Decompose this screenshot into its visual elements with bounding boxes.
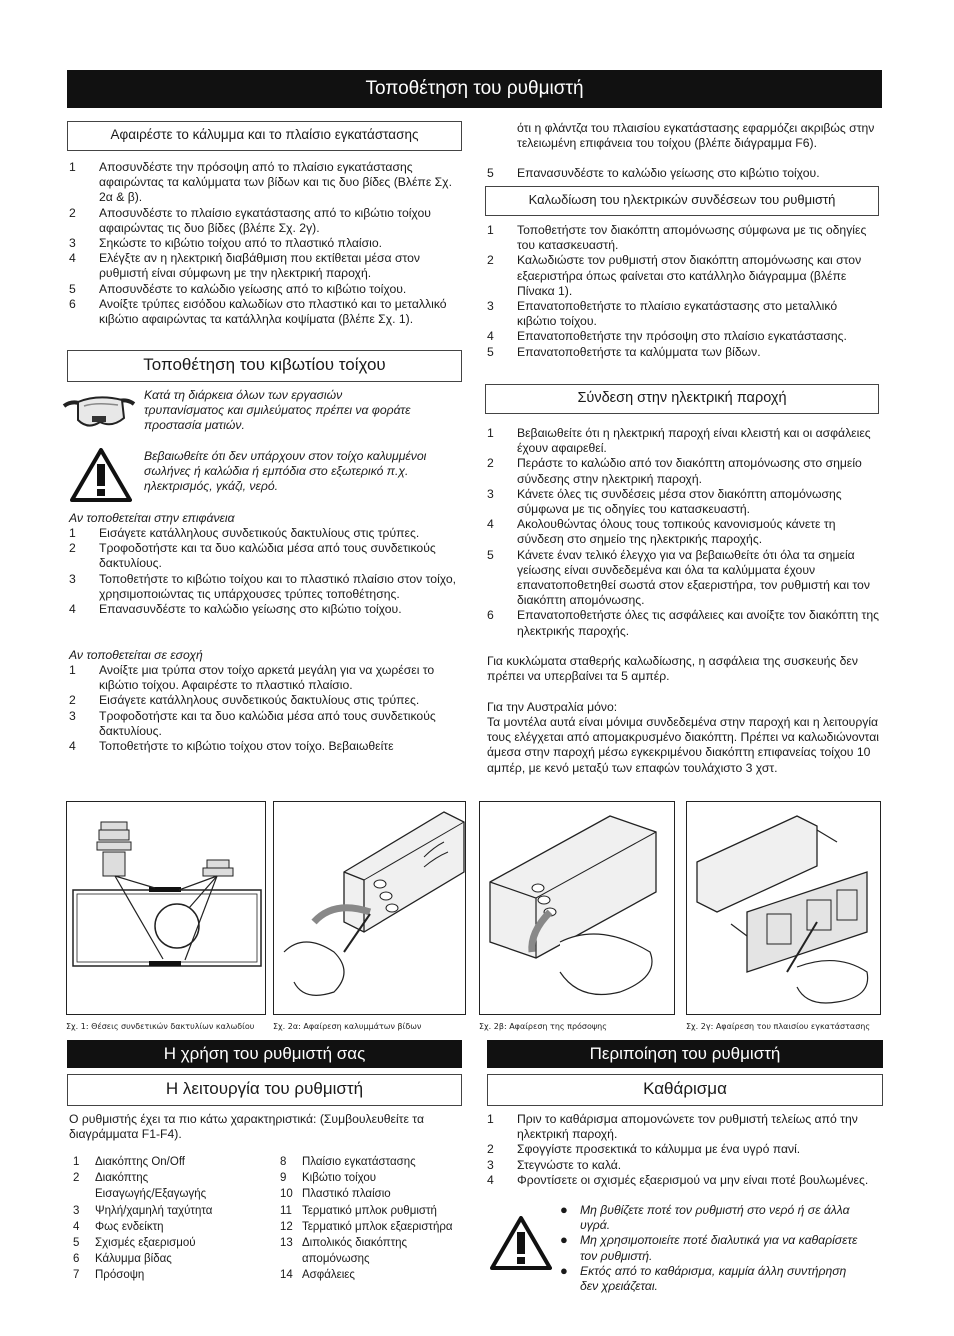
wiring-heading: [485, 186, 879, 216]
part-label: Διακόπτης On/Off: [95, 1156, 186, 1168]
part-label: Τερματικό μπλοκ εξαεριστήρα: [302, 1220, 453, 1233]
step-number: 4: [487, 329, 494, 344]
supply-steps-list: [487, 426, 879, 639]
part-number: 4: [73, 1220, 80, 1233]
part-item: [276, 1154, 466, 1170]
operation-heading: [67, 1074, 462, 1106]
wallbox-heading: [67, 350, 462, 382]
step-number: 2: [487, 1142, 494, 1157]
part-number: 10: [280, 1188, 293, 1201]
part-label: Ψηλή/χαμηλή ταχύτητα: [95, 1204, 213, 1217]
cleaning-steps-list: [487, 1112, 879, 1188]
part-label: Διπολικός διακόπτης: [302, 1237, 408, 1250]
step-text: Επανασυνδέστε το καλώδιο γείωσης στο κιβώτιο τοίχου.: [99, 602, 402, 617]
recess-mount-label: Αν τοποθετείται σε εσοχή: [69, 648, 203, 662]
step-number: 4: [69, 251, 76, 266]
step-text: Τοποθετήστε τον διακόπτη απομόνωσης σύμφωνα με τις οδηγίες του κατασκευαστή.: [517, 223, 867, 253]
step-number: 1: [487, 223, 494, 237]
part-number: [69, 1186, 95, 1202]
part-item: [276, 1235, 466, 1251]
step-item: [487, 548, 879, 609]
step-text: Εισάγετε κατάλληλους συνδετικούς δακτυλίους στις τρύπες.: [99, 526, 420, 540]
parts-list-col1: [69, 1154, 269, 1284]
step-text: Αποσυνδέστε το καλώδιο γείωσης από το κιβώτιο τοίχου.: [99, 281, 407, 296]
step-item: [487, 1142, 879, 1157]
part-item: [276, 1170, 466, 1186]
part-item: [276, 1186, 466, 1202]
supply-heading-text: Σύνδεση στην ηλεκτρική παροχή: [577, 390, 787, 406]
part-item: [69, 1170, 269, 1186]
step-number: 1: [69, 160, 76, 174]
step-item: [487, 1112, 879, 1142]
part-label: απομόνωσης: [302, 1253, 370, 1266]
step-number: 6: [487, 608, 494, 623]
step-item: [69, 160, 462, 206]
surface-steps-list: [69, 526, 462, 617]
part-number: 13: [280, 1237, 293, 1250]
step-text: Πριν το καθάρισμα απομονώνετε τον ρυθμιστή τελείως από την ηλεκτρική παροχή.: [517, 1112, 858, 1142]
cleaning-warning-item: ● Μη χρησιμοποιείτε ποτέ διαλυτικά για να καθαρίσετε τον ρυθμιστή.: [560, 1233, 860, 1263]
use-banner: [67, 1040, 462, 1068]
wiring-heading-text: Καλωδίωση του ηλεκτρικών συνδέσεων του ρυθμιστή: [528, 192, 836, 207]
main-title-banner: [67, 70, 882, 108]
step-number: 1: [487, 426, 494, 440]
part-label: Σχισμές εξαερισμού: [95, 1237, 196, 1250]
step-text: Επανατοποθετήστε τα καλύμματα των βίδων.: [517, 344, 761, 359]
part-item: [69, 1251, 269, 1267]
cleaning-warnings-list: [560, 1203, 860, 1294]
part-label: Ασφάλειες: [302, 1269, 355, 1282]
step-item: [487, 608, 879, 638]
features-intro: Ο ρυθμιστής έχει τα πιο κάτω χαρακτηριστικά: (Συμβουλευθείτε τα διαγράμματα F1-F4).: [69, 1112, 424, 1142]
step-item: [487, 1173, 879, 1188]
cleaning-warning-item: ● Μη βυθίζετε ποτέ τον ρυθμιστή στο νερό ή σε άλλα υγρά.: [560, 1203, 860, 1233]
step-item: [69, 739, 462, 754]
step-text: Ακολουθώντας όλους τους τοπικούς κανονισμούς κάνετε τη σύνδεση στο σημείο της ηλεκτρικής παροχής.: [517, 517, 836, 547]
part-item: [276, 1267, 466, 1283]
part-item: [69, 1219, 269, 1235]
step-number: 2: [487, 253, 494, 268]
australia-label: Για την Αυστραλία μόνο:: [487, 700, 618, 714]
step-number: 4: [487, 517, 494, 532]
step-number: 3: [69, 236, 76, 251]
step-number: 2: [69, 541, 76, 556]
step-item: [487, 487, 879, 517]
step-number: 5: [487, 166, 494, 180]
figure-2b-caption: Σχ. 2β: Αφαίρεση της πρόσοψης: [479, 1022, 607, 1031]
step-item: [69, 572, 462, 602]
step-number: 3: [69, 708, 76, 723]
step-item: [69, 693, 462, 708]
step-text: Τοποθετήστε το κιβώτιο τοίχου στον τοίχο. Βεβαιωθείτε: [99, 739, 394, 754]
step-number: 2: [69, 693, 76, 708]
step-text: Αποσυνδέστε το πλαίσιο εγκατάστασης από το κιβώτιο τοίχου αφαιρώντας τις δυο βίδες (βλέπε Σχ. 2γ).: [99, 205, 431, 235]
figure-2a-caption: Σχ. 2α: Αφαίρεση καλυμμάτων βίδων: [273, 1022, 422, 1031]
step-text: Τοποθετήστε το κιβώτιο τοίχου και το πλαστικό πλαίσιο στον τοίχο, χρησιμοποιώντας τις υπάρχουσες τρύπες τοποθέτησης.: [99, 571, 457, 601]
part-item: [69, 1203, 269, 1219]
remove-cover-heading: [67, 121, 462, 151]
step-text: Επανασυνδέστε το καλώδιο γείωσης στο κιβώτιο τοίχου.: [517, 166, 820, 180]
step-number: 1: [69, 526, 76, 540]
part-label: Κάλυμμα βίδας: [95, 1253, 172, 1266]
part-number: 9: [280, 1172, 287, 1185]
step-item: [69, 297, 462, 327]
fuse-note: Για κυκλώματα σταθερής καλωδίωσης, η ασφάλεια της συσκευής δεν πρέπει να υπερβαίνει τα 5 αμπέρ.: [487, 654, 858, 684]
main-title: Τοποθέτηση του ρυθμιστή: [365, 78, 584, 99]
part-label: Τερματικό μπλοκ ρυθμιστή: [302, 1204, 437, 1217]
step-number: 4: [487, 1172, 494, 1187]
step-item: [69, 206, 462, 236]
step-item: [69, 663, 462, 693]
step-item: [487, 299, 879, 329]
step-text: Σφογγίστε προσεκτικά το κάλυμμα με ένα υγρό πανί.: [517, 1142, 801, 1157]
pipes-warning: Βεβαιωθείτε ότι δεν υπάρχουν στον τοίχο καλυμμένοι σωλήνες ή καλώδια ή εμπόδια στο εξωτερικό π.χ. ηλεκτρισμός, γκάζι, νερό.: [144, 449, 427, 494]
use-banner-text: Η χρήση του ρυθμιστή σας: [163, 1044, 366, 1063]
part-number: 8: [280, 1156, 287, 1168]
step-item: [487, 345, 879, 360]
step-text: Στεγνώστε το καλά.: [517, 1157, 622, 1172]
figure-2b-front-removal: [479, 801, 675, 1015]
step-text: Αποσυνδέστε την πρόσοψη από το πλαίσιο εγκατάστασης αφαιρώντας τα καλύμματα των βίδων και τις δυο βίδες (Βλέπε Σχ. 2α & β).: [99, 160, 452, 205]
remove-cover-heading-text: Αφαιρέστε το κάλυμμα και το πλαίσιο εγκατάστασης: [110, 127, 419, 142]
part-item: [276, 1251, 466, 1267]
part-number: 12: [280, 1220, 293, 1233]
remove-steps-list: [69, 160, 462, 327]
part-number: 5: [73, 1237, 80, 1250]
step-text: Φροντίσετε οι σχισμές εξαερισμού να μην είναι ποτέ βουλωμένες.: [517, 1172, 869, 1187]
step-item: [69, 526, 462, 541]
figure-1-caption: Σχ. 1: Θέσεις συνδετικών δακτυλίων καλωδίου: [66, 1022, 255, 1031]
step-text: Περάστε το καλώδιο από τον διακόπτη απομόνωσης στο σημείο σύνδεσης στην ηλεκτρική παροχή.: [517, 456, 862, 486]
step-number: 5: [487, 547, 494, 562]
part-item: [69, 1267, 269, 1283]
part-item: [69, 1186, 269, 1202]
step-item: [69, 282, 462, 297]
wiring-steps-list: [487, 223, 879, 360]
step-number: 3: [487, 299, 494, 314]
step-number: 4: [69, 739, 76, 754]
step-text: Σηκώστε το κιβώτιο τοίχου από το πλαστικό πλαίσιο.: [99, 236, 383, 251]
part-label: Εισαγωγής/Εξαγωγής: [95, 1188, 207, 1201]
parts-list-col2: [276, 1154, 466, 1284]
part-item: [69, 1235, 269, 1251]
step-number: 4: [69, 602, 76, 617]
step-number: 3: [487, 1157, 494, 1172]
step-number: 6: [69, 296, 76, 311]
figure-2c-caption: Σχ. 2γ: Αφαίρεση του πλαισίου εγκατάστασης: [686, 1022, 871, 1031]
part-number: 3: [73, 1204, 80, 1217]
step-item: [487, 329, 879, 344]
step-item: [69, 236, 462, 251]
step-text: Ανοίξτε τρύπες εισόδου καλωδίων στο πλαστικό και το μεταλλικό κιβώτιο αφαιρώντας τα κατάλληλα κοψίματα (βλέπε Σχ. 1).: [99, 296, 447, 327]
part-item: [69, 1154, 269, 1170]
step-item: [487, 456, 879, 486]
part-label: Πλαίσιο εγκατάστασης: [302, 1156, 416, 1168]
step-text: Κάνετε όλες τις συνδέσεις μέσα στον διακόπτη απομόνωσης σύμφωνα με τις οδηγίες του κατασκευαστή.: [517, 486, 842, 517]
figure-2a-screw-caps: [273, 801, 466, 1015]
cleaning-heading-text: Καθάρισμα: [643, 1079, 727, 1098]
warning-triangle-icon: [70, 448, 132, 502]
step-item: [487, 253, 879, 299]
step-item: [487, 1158, 879, 1173]
part-number: 14: [280, 1269, 293, 1282]
step-item: [69, 251, 462, 281]
step-number: 3: [69, 571, 76, 586]
part-label: Διακόπτης: [95, 1172, 149, 1185]
part-number: 11: [280, 1204, 292, 1217]
step-number: 2: [487, 456, 494, 471]
step-text: Εισάγετε κατάλληλους συνδετικούς δακτυλίους στις τρύπες.: [99, 693, 420, 708]
continued-text: ότι η φλάντζα του πλαισίου εγκατάστασης εφαρμόζει ακριβώς στην τελειωμένη επιφάνεια του τοίχου (βλέπε διάγραμμα F6).: [517, 121, 875, 151]
step-number: 2: [69, 205, 76, 220]
recess-steps-list: [69, 663, 462, 754]
figure-1-grommets: [66, 801, 266, 1015]
step-item: [69, 541, 462, 571]
step-text: Βεβαιωθείτε ότι η ηλεκτρική παροχή είναι κλειστή και οι ασφάλειες έχουν αφαιρεθεί.: [517, 426, 871, 456]
warning-triangle-icon: [490, 1216, 552, 1270]
step-number: 5: [69, 281, 76, 296]
step-text: Καλωδιώστε τον ρυθμιστή στον διακόπτη απομόνωσης και στον εξαεριστήρα όπως φαίνεται στο κατάλληλο διάγραμμα (βλέπε Πίνακα 1).: [517, 253, 862, 298]
step-text: Ελέγξτε αν η ηλεκτρική διαβάθμιση που εκτίθεται μέσα στον ρυθμιστή είναι σύμφωνη με την ηλεκτρική παροχή.: [99, 251, 420, 281]
continued-step-5: [487, 166, 879, 181]
surface-mount-label: Αν τοποθετείται στην επιφάνεια: [69, 511, 235, 525]
step-text: Ανοίξτε μια τρύπα στον τοίχο αρκετά μεγάλη για να χωρέσει το κιβώτιο τοίχου. Αφαιρέστε το πλαστικό πλαίσιο.: [99, 663, 435, 693]
operation-heading-text: Η λειτουργία του ρυθμιστή: [165, 1079, 364, 1098]
step-item: [487, 223, 879, 253]
cleaning-warning-item: ● Εκτός από το καθάρισμα, καμμία άλλη συντήρηση δεν χρειάζεται.: [560, 1264, 860, 1294]
step-item: [487, 426, 879, 456]
part-number: 1: [73, 1156, 80, 1168]
step-number: 5: [487, 344, 494, 359]
step-text: Τροφοδοτήστε και τα δυο καλώδια μέσα από τους συνδετικούς δακτυλίους.: [99, 708, 436, 738]
care-banner: [487, 1040, 883, 1068]
part-number: 6: [73, 1253, 80, 1266]
figure-2c-frame-removal: [686, 801, 881, 1015]
step-item: [69, 602, 462, 617]
part-number: [276, 1251, 302, 1267]
part-number: 2: [73, 1172, 80, 1185]
step-text: Τροφοδοτήστε και τα δυο καλώδια μέσα από τους συνδετικούς δακτυλίους.: [99, 541, 436, 571]
step-item: [69, 709, 462, 739]
goggles-warning: Κατά τη διάρκεια όλων των εργασιών τρυπανίσματος και σμιλεύματος πρέπει να φοράτε προστασία ματιών.: [144, 388, 411, 433]
step-number: 1: [487, 1112, 494, 1126]
wallbox-heading-text: Τοποθέτηση του κιβωτίου τοίχου: [143, 355, 386, 374]
step-text: Επανατοποθετήστε όλες τις ασφάλειες και ανοίξτε τον διακόπτη της ηλεκτρικής παροχής.: [517, 608, 879, 638]
part-label: Πλαστικό πλαίσιο: [302, 1188, 391, 1201]
cleaning-heading: [487, 1074, 883, 1106]
step-text: Επανατοποθετήστε την πρόσοψη στο πλαίσιο εγκατάστασης.: [517, 329, 847, 344]
part-label: Κιβώτιο τοίχου: [302, 1172, 377, 1185]
safety-goggles-icon: [62, 392, 136, 438]
part-label: Φως ενδείκτη: [95, 1220, 164, 1233]
step-text: Επανατοποθετήστε το πλαίσιο εγκατάστασης στο μεταλλικό κιβώτιο τοίχου.: [517, 299, 838, 329]
part-label: Πρόσοψη: [95, 1269, 145, 1282]
part-item: [276, 1203, 466, 1219]
step-item: [487, 517, 879, 547]
australia-text: Τα μοντέλα αυτά είναι μόνιμα συνδεδεμένα στην παροχή και η λειτουργία τους ελέγχεται από απομακρυσμένο διακόπτη. Πρέπει να καλωδιώνονται άμεσα στην παροχή μέσω εγκεκριμένου διακόπτη επιφανείας τοίχου 10 αμπέρ, με κενό μεταξύ των επαφών τουλάχιστο 3 χστ.: [487, 715, 879, 775]
step-number: 3: [487, 486, 494, 501]
part-item: [276, 1219, 466, 1235]
step-number: 1: [69, 663, 76, 677]
part-number: 7: [73, 1269, 80, 1282]
supply-heading: [485, 384, 879, 414]
care-banner-text: Περιποίηση του ρυθμιστή: [589, 1044, 781, 1063]
step-text: Κάνετε έναν τελικό έλεγχο για να βεβαιωθείτε ότι όλα τα σημεία γείωσης είναι συνδεδεμένα και όλα τα καλύμματα έχουν επανατοποθετηθεί σωστά στον εξαεριστήρα, τον ρυθμιστή και τον διακόπτη απομόνωσης.: [517, 547, 870, 608]
